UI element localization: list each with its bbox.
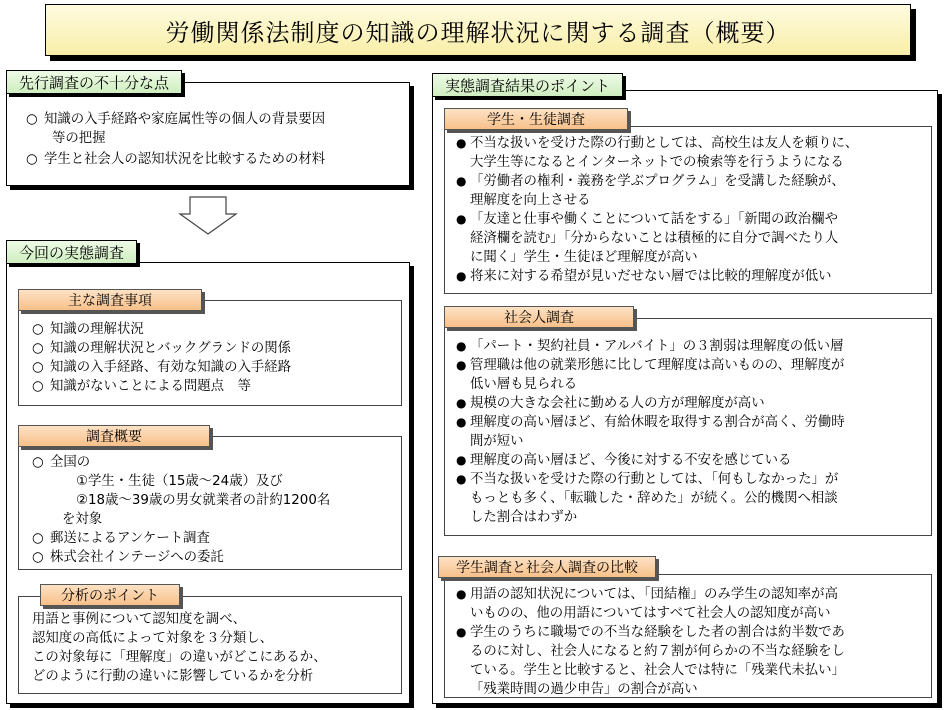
list-item: ②18歳～39歳の男女就業者の計約1200名 [76, 493, 331, 508]
analysis-list [32, 610, 327, 686]
bullet-marker: ● [456, 136, 467, 150]
list-item: この対象毎に「理解度」の違いがどこにあるか、 [32, 650, 327, 665]
list-item: ○ 知識の入手経路、有効な知識の入手経路 [32, 360, 292, 375]
list-item: に聞く」学生・生徒ほど理解度が高い [470, 250, 698, 265]
list-item: ● 「友達と仕事や働くことについて話をする」「新聞の政治欄や [456, 212, 838, 227]
list-item: を対象 [62, 512, 103, 527]
list-item: もっとも多く、「転職した・辞めた」が続く。公的機関へ相談 [470, 491, 838, 506]
survey-overview-heading: 調査概要 [18, 425, 210, 447]
students-heading: 学生・生徒調査 [444, 108, 628, 130]
list-item: いものの、他の用語についてはすべて社会人の認知度が高い [470, 606, 831, 621]
list-item: 「残業時間の過少申告」の割合が高い [470, 682, 698, 697]
current-survey-heading: 今回の実態調査 [6, 240, 137, 264]
survey-overview-list [32, 453, 330, 567]
survey-items-list [32, 320, 291, 396]
workers-heading: 社会人調査 [444, 306, 634, 328]
analysis-heading: 分析のポイント [40, 584, 180, 606]
list-item: 間が短い [470, 434, 524, 449]
list-item: ● 理解度の高い層ほど、有給休暇を取得する割合が高く、労働時 [456, 415, 845, 430]
list-item: 経済欄を読む」「分からないことは積極的に自分で調べたり人 [470, 231, 839, 246]
list-item: ○ 知識の入手経路や家庭属性等の個人の背景要因 [26, 112, 326, 127]
list-item: ○ 知識がないことによる問題点 等 [32, 379, 251, 394]
list-item: ● 不当な扱いを受けた際の行動としては、高校生は友人を頼りに、 [456, 136, 859, 151]
list-item: ● 「労働者の権利・義務を学ぶプログラム」を受講した経験が、 [456, 174, 845, 189]
comparison-list [456, 585, 845, 699]
list-item: ①学生・生徒（15歳～24歳）及び [76, 474, 283, 489]
survey-items-heading: 主な調査事項 [18, 289, 202, 311]
list-item: ● 管理職は他の就業形態に比して理解度は高いものの、理解度が [456, 358, 845, 373]
results-heading: 実態調査結果のポイント [432, 73, 623, 97]
workers-list [456, 337, 845, 527]
prior-survey-list [26, 110, 325, 169]
list-item: ○ 郵送によるアンケート調査 [32, 531, 210, 546]
list-item: どのように行動の違いに影響しているかを分析 [32, 669, 314, 684]
page-title: 労働関係法制度の知識の理解状況に関する調査（概要） [45, 4, 911, 56]
students-list [456, 134, 858, 286]
list-item: ○ 株式会社インテージへの委託 [32, 550, 224, 565]
list-item: ● 将来に対する希望が見いだせない層では比較的理解度が低い [456, 269, 832, 284]
circle-marker: ○ [26, 112, 38, 127]
list-item: 用語と事例について認知度を調べ、 [32, 612, 246, 627]
list-item: ○ 知識の理解状況とバックグランドの関係 [32, 341, 292, 356]
list-item: 理解度を向上させる [470, 193, 591, 208]
list-item: ● 規模の大きな会社に勤める人の方が理解度が高い [456, 396, 765, 411]
list-item: ● 「パート・契約社員・アルバイト」の３割弱は理解度の低い層 [456, 339, 844, 354]
prior-survey-heading: 先行調査の不十分な点 [6, 70, 182, 94]
comparison-heading: 学生調査と社会人調査の比較 [438, 556, 656, 578]
list-item: 等の把握 [52, 131, 106, 146]
list-item: 大学生等になるとインターネットでの検索等を行うようになる [470, 155, 844, 170]
list-item: ● 理解度の高い層ほど、今後に対する不安を感じている [456, 453, 792, 468]
list-item: ○ 知識の理解状況 [32, 322, 144, 337]
list-item: した割合はわずか [470, 510, 578, 525]
list-item: ● 学生のうちに職場での不当な経験をした者の割合は約半数であ [456, 625, 845, 640]
list-item: ○ 全国の [32, 455, 91, 470]
circle-marker: ○ [26, 152, 38, 167]
list-item: ● 用語の認知状況については、「団結権」のみ学生の認知率が高 [456, 587, 838, 602]
list-item: 認知度の高低によって対象を３分類し、 [32, 631, 274, 646]
list-item: るのに対し、社会人になると約７割が何らかの不当な経験をし [470, 644, 845, 659]
list-item: ● 不当な扱いを受けた際の行動としては、「何もしなかった」が [456, 472, 839, 487]
list-item: ○ 学生と社会人の認知状況を比較するための材料 [26, 152, 326, 167]
down-arrow-icon [178, 196, 238, 236]
list-item: 低い層も見られる [470, 377, 578, 392]
list-item: ている。学生と比較すると、社会人では特に「残業代未払い」 [470, 663, 845, 678]
